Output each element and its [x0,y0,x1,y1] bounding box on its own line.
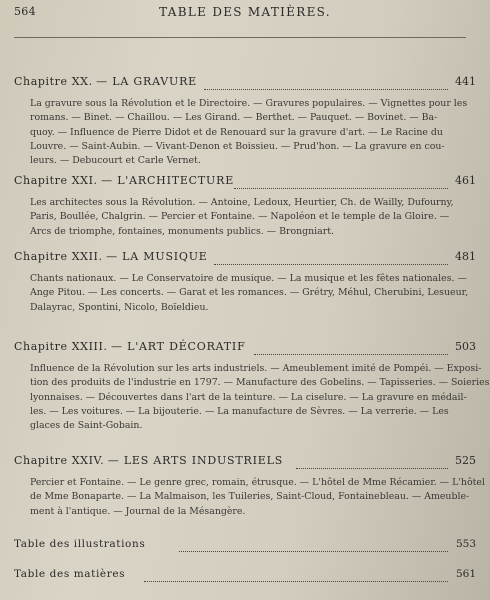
leader-dots [296,454,448,469]
entry-page: 553 [455,538,476,550]
summary-line: glaces de Saint-Gobain. [30,420,143,432]
chapter-entry-xxii [14,250,476,315]
summary-line: leurs. — Debucourt et Carle Vernet. [30,155,201,167]
summary-line: ment à l'antique. — Journal de la Mésangère. [30,505,246,517]
chapter-entry-xxiii [14,340,490,433]
chapter-page: 441 [455,75,476,88]
summary-line: tion des produits de l'industrie en 1797. — Manufacture des Gobelins. — Tapisseries. — Soieries [30,377,490,389]
chapter-title: — L'ARCHITECTURE [101,174,235,187]
summary-line: La gravure sous la Révolution et le Directoire. — Gravures populaires. — Vignettes pour les [30,98,468,109]
page-number: 564 [14,5,36,18]
leader-dots [214,250,448,265]
chapter-heading [14,454,476,470]
summary-line: Influence de la Révolution sur les arts industriels. — Ameublement imité de Pompéi. — Exposi- [30,363,482,374]
chapter-summary [30,272,476,315]
chapter-summary [30,97,476,168]
chapter-heading [14,174,476,190]
summary-line: Dalayrac, Spontini, Nicolo, Boïeldieu. [30,301,209,313]
chapter-title: — LES ARTS INDUSTRIELS [107,454,284,467]
entry-label: Table des matières [14,568,126,580]
chapter-entry-xx [14,75,476,168]
chapter-title: — L'ART DÉCORATIF [111,340,246,353]
chapter-title: — LA GRAVURE [96,75,198,88]
leader-dots [204,75,448,90]
summary-line: Chants nationaux. — Le Conservatoire de musique. — La musique et les fêtes nationales. — [30,273,467,284]
chapter-label: Chapitre XX. [14,75,93,88]
toc-entry-matieres [14,568,476,584]
running-title: TABLE DES MATIÈRES. [159,5,331,19]
summary-line: les. — Les voitures. — La bijouterie. — La manufacture de Sèvres. — La verrerie. — Les [30,405,449,417]
chapter-heading [14,340,476,356]
header-rule [14,37,466,38]
summary-line: romans. — Binet. — Chaillou. — Les Girand. — Berthet. — Pauquet. — Bovinet. — Ba- [30,112,438,124]
chapter-title: — LA MUSIQUE [106,250,208,263]
entry-label: Table des illustrations [14,538,146,550]
summary-line: quoy. — Influence de Pierre Didot et de Renouard sur la gravure d'art. — Le Racine du [30,126,443,138]
chapter-page: 481 [455,250,476,263]
page-header [0,5,490,25]
leader-dots [234,174,448,189]
summary-line: Ange Pitou. — Les concerts. — Garat et les romances. — Grétry, Méhul, Cherubini, Lesueur, [30,287,469,299]
chapter-summary [30,362,490,433]
leader-dots [179,538,448,552]
chapter-heading [14,250,476,266]
summary-line: lyonnaises. — Découvertes dans l'art de la teinture. — La ciselure. — La gravure en médail- [30,391,467,403]
chapter-label: Chapitre XXIV. [14,454,105,467]
chapter-summary [30,476,485,519]
summary-line: Les architectes sous la Révolution. — Antoine, Ledoux, Heurtier, Ch. de Wailly, Dufourny, [30,197,454,208]
chapter-entry-xxiv [14,454,485,519]
summary-line: Louvre. — Saint-Aubin. — Vivant-Denon et Boissieu. — Prud'hon. — La gravure en cou- [30,140,445,152]
summary-line: Paris, Boullée, Chalgrin. — Percier et Fontaine. — Napoléon et le temple de la Gloire. — [30,211,450,223]
chapter-label: Chapitre XXIII. [14,340,108,353]
leader-dots [254,340,448,355]
chapter-heading [14,75,476,91]
chapter-page: 461 [455,174,476,187]
chapter-entry-xxi [14,174,476,239]
toc-entry-illustrations [14,538,476,554]
chapter-label: Chapitre XXI. [14,174,98,187]
summary-line: Percier et Fontaine. — Le genre grec, romain, étrusque. — L'hôtel de Mme Récamier. — L'hôtel [30,477,485,488]
chapter-summary [30,196,476,239]
chapter-label: Chapitre XXII. [14,250,103,263]
leader-dots [144,568,448,582]
entry-page: 561 [455,568,476,580]
chapter-page: 525 [455,454,476,467]
summary-line: Arcs de triomphe, fontaines, monuments publics. — Brongniart. [30,225,334,237]
summary-line: de Mme Bonaparte. — La Malmaison, les Tuileries, Saint-Cloud, Fontainebleau. — Ameuble- [30,491,470,503]
chapter-page: 503 [455,340,476,353]
